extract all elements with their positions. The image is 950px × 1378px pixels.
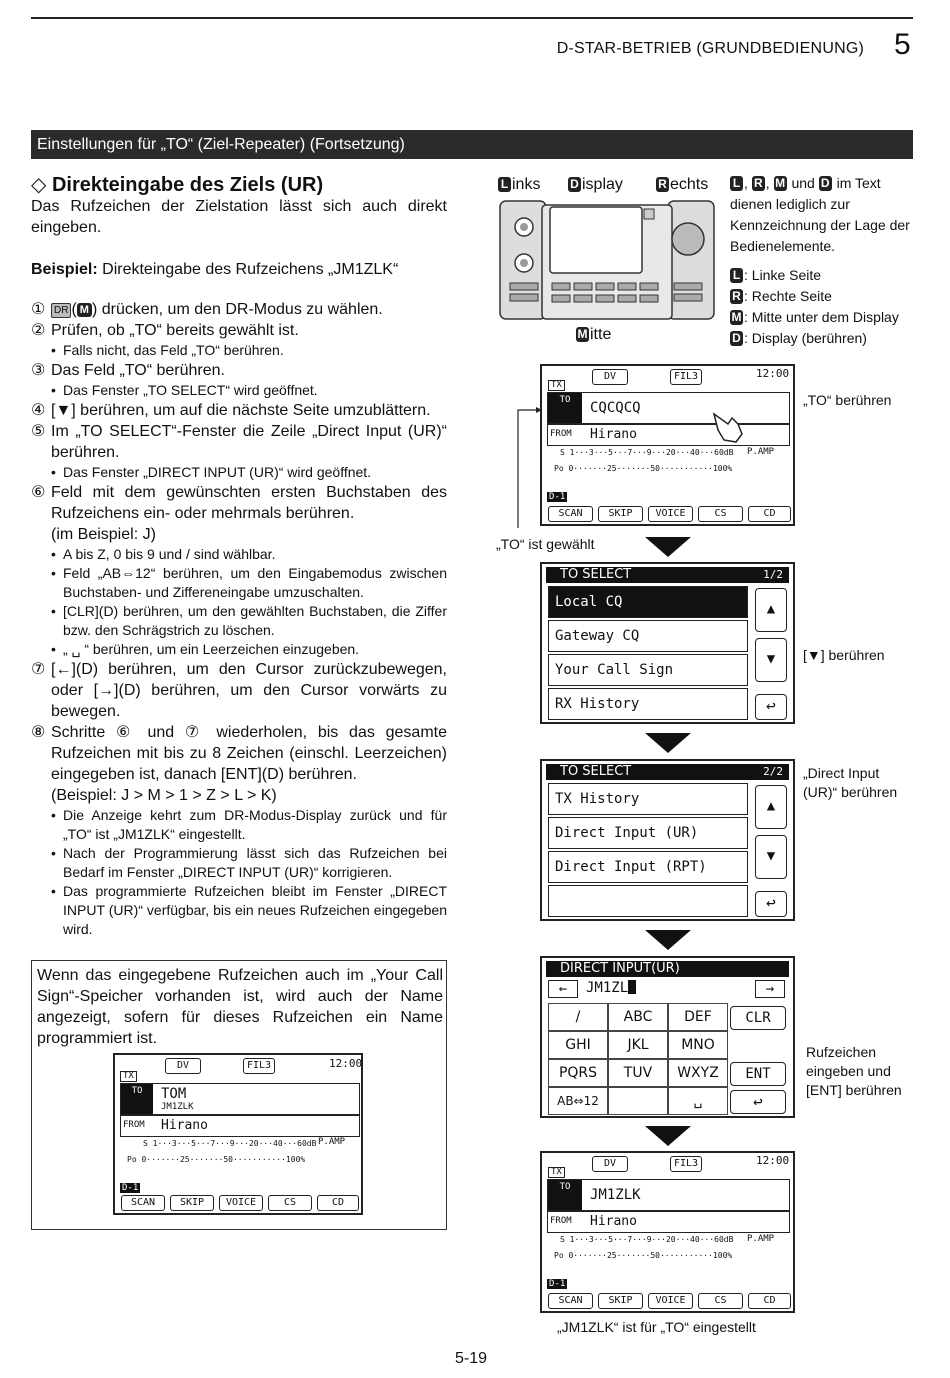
chapter-title: D-STAR-BETRIEB (GRUNDBEDIENUNG) (556, 40, 864, 57)
flow-arrow-down-icon (645, 733, 691, 753)
position-legend-intro (730, 173, 920, 257)
callsign-input[interactable] (586, 980, 636, 996)
caption-enter-callsign: Rufzeichen eingeben und [ENT] berühren (806, 1044, 902, 1098)
clock: 12:00 (329, 1057, 363, 1070)
page-indicator: 1/2 (763, 568, 783, 581)
intro-text: Das Rufzeichen der Zielstation lässt sich auch direkt eingeben. (31, 198, 447, 236)
to-value: JM1ZLK (590, 1187, 641, 1203)
step-text: [▼] berühren, um auf die nächste Seite umzublättern. (51, 402, 431, 419)
step-4 (31, 400, 447, 421)
position-r-icon: R (752, 176, 765, 191)
skip-button[interactable]: SKIP (598, 1293, 643, 1309)
example-label: Beispiel: (31, 261, 98, 278)
step-number: ① (31, 301, 46, 318)
step-2-sub: • Falls nicht, das Feld „TO“ berühren. (31, 341, 447, 360)
list-item[interactable]: RX History (548, 688, 748, 720)
mode-label: DV (592, 369, 628, 385)
flow-arrow-down-icon (645, 1126, 691, 1146)
caption-to-selected: „TO“ ist gewählt (496, 536, 595, 552)
cursor-left-button[interactable]: ← (548, 980, 578, 998)
step-text: Schritte ⑥ und ⑦ wiederholen, bis das gesamte Rufzeichen mit bis zu 8 Zeichen (einschl. Leerzeichen) eingegeben ist, danach [ENT](D) berühren. (51, 724, 447, 783)
step-6 (31, 482, 447, 524)
position-m-icon: M (577, 327, 588, 341)
label-mitte (576, 326, 611, 344)
step-1: ① DR ( M ) drücken, um den DR-Modus zu wählen. (31, 301, 383, 318)
scan-button[interactable]: SCAN (121, 1195, 165, 1211)
label-text: echts (670, 176, 709, 193)
dr-screen-final (540, 1151, 795, 1313)
text-cursor (628, 980, 636, 994)
from-field (547, 424, 790, 446)
chapter-number: 5 (894, 28, 911, 61)
to-select-screen-2 (540, 759, 795, 921)
position-r-icon: R (656, 177, 669, 192)
s-meter: S 1···3···5···7···9···20···40···60dB (560, 448, 734, 457)
position-l-icon: L (730, 268, 743, 283)
step-text: Im „TO SELECT“-Fenster die Zeile „Direct Input (UR)“ berühren. (51, 423, 447, 461)
position-m-icon: M (731, 310, 742, 324)
key-def[interactable]: DEF (668, 1003, 728, 1031)
step-text: ) drücken, um den DR-Modus zu wählen. (91, 301, 383, 318)
touch-hand-icon (710, 404, 746, 444)
pamp-label: P.AMP (747, 1234, 775, 1244)
label-text: itte (590, 326, 612, 343)
direct-input-screen (540, 956, 795, 1118)
from-field (120, 1115, 360, 1137)
pointer-line (512, 400, 544, 530)
filter-label: FIL3 (243, 1058, 275, 1074)
legend-r (730, 286, 920, 307)
caption-to-touch: „TO“ berühren (803, 392, 892, 408)
pamp-label: P.AMP (318, 1137, 346, 1147)
scroll-down-button[interactable]: ▼ (755, 638, 787, 682)
scroll-up-button[interactable]: ▲ (755, 785, 787, 829)
cursor-right-button[interactable]: → (755, 980, 785, 998)
caption-direct-touch: „Direct Input (UR)“ berühren (803, 765, 898, 800)
text: : Display (berühren) (744, 330, 867, 346)
list-item[interactable]: Local CQ (548, 586, 748, 618)
position-d-icon: D (819, 176, 832, 191)
steps-list (31, 299, 447, 939)
text: dienen lediglich zur Kennzeichnung der Lage der Bedienelemente. (730, 196, 910, 254)
scroll-down-button[interactable]: ▼ (755, 835, 787, 879)
dr-screen-1 (540, 364, 795, 526)
step-8-sub: • Das programmierte Rufzeichen bleibt im Fenster „DIRECT INPUT (UR)“ verfügbar, bis ein neues Rufzeichen eingegeben wird. (31, 882, 447, 939)
flow-arrow-down-icon (645, 930, 691, 950)
to-field[interactable] (547, 1179, 790, 1211)
cd-button[interactable]: CD (748, 1293, 791, 1309)
text: : Rechte Seite (744, 288, 832, 304)
step-6-sub: • A bis Z, 0 bis 9 und / sind wählbar. (31, 545, 447, 564)
skip-button[interactable]: SKIP (598, 506, 643, 522)
text: im Text (836, 175, 881, 191)
from-value: Hirano (590, 427, 637, 442)
page-number: 5-19 (455, 1350, 488, 1367)
position-r-icon: R (730, 289, 743, 304)
step-6-example: (im Beispiel: J) (51, 526, 156, 543)
back-button[interactable]: ↩ (755, 694, 787, 720)
legend-m (730, 307, 920, 328)
s-meter: S 1···3···5···7···9···20···40···60dB (143, 1139, 317, 1148)
mode-label: DV (165, 1058, 201, 1074)
section-band: Einstellungen für „TO“ (Ziel-Repeater) (Fortsetzung) (31, 130, 913, 159)
list-item-empty (548, 885, 748, 917)
memory-label: D-1 (549, 492, 566, 502)
clock: 12:00 (756, 367, 790, 380)
step-8-sub: • Die Anzeige kehrt zum DR-Modus-Display zurück und für „TO“ ist „JM1ZLK“ eingestellt. (31, 806, 447, 844)
label-display (568, 176, 623, 194)
from-label: FROM (550, 1216, 572, 1226)
callsign-value: JM1ZL (586, 980, 629, 996)
to-callsign: JM1ZLK (161, 1102, 194, 1112)
key-wxyz[interactable]: WXYZ (668, 1059, 728, 1087)
position-l-icon: L (498, 177, 511, 192)
step-number: ⑦ (31, 661, 46, 678)
clock: 12:00 (756, 1154, 790, 1167)
to-field[interactable] (547, 392, 790, 424)
mode-toggle-key[interactable]: AB⇔12 (548, 1087, 608, 1115)
label-text: inks (512, 176, 541, 193)
po-meter: Po 0·······25·······50···········100% (554, 1251, 733, 1260)
example-text: Direkteingabe des Rufzeichens „JM1ZLK“ (102, 261, 399, 278)
scroll-up-button[interactable]: ▲ (755, 588, 787, 632)
text: , (744, 175, 748, 191)
space-key[interactable]: ␣ (668, 1087, 728, 1115)
voice-button[interactable]: VOICE (219, 1195, 263, 1211)
window-title: DIRECT INPUT(UR) (546, 961, 789, 977)
filter-label: FIL3 (670, 369, 702, 385)
legend-l (730, 265, 920, 286)
key-tuv[interactable]: TUV (608, 1059, 668, 1087)
list-item[interactable]: Gateway CQ (548, 620, 748, 652)
step-8-sub: • Nach der Programmierung lässt sich das Rufzeichen bei Bedarf im Fenster „DIRECT INPUT (UR)“ korrigieren. (31, 844, 447, 882)
from-value: Hirano (161, 1118, 208, 1133)
list-item[interactable]: Your Call Sign (548, 654, 748, 686)
voice-button[interactable]: VOICE (648, 506, 693, 522)
cd-button[interactable]: CD (748, 506, 791, 522)
window-title: TO SELECT (546, 764, 789, 780)
to-label: TO (548, 1180, 582, 1210)
window-title: TO SELECT (546, 567, 789, 583)
from-label: FROM (123, 1120, 145, 1130)
mode-label: DV (592, 1156, 628, 1172)
position-m-icon: M (77, 303, 92, 317)
legend-d (730, 328, 920, 349)
tx-indicator: TX (120, 1071, 137, 1082)
step-3 (31, 360, 447, 381)
key-empty (608, 1087, 668, 1115)
from-field (547, 1211, 790, 1233)
cs-button[interactable]: CS (698, 506, 743, 522)
po-meter: Po 0·······25·······50···········100% (554, 464, 733, 473)
key-slash[interactable]: / (548, 1003, 608, 1031)
step-2 (31, 320, 447, 341)
section-title: ◇ Direkteingabe des Ziels (UR) (31, 174, 324, 196)
example-line (31, 259, 447, 280)
step-3-sub: • Das Fenster „TO SELECT“ wird geöffnet. (31, 381, 447, 400)
caption-set-final: „JM1ZLK“ ist für „TO“ eingestellt (557, 1319, 756, 1335)
step-text: Feld mit dem gewünschten ersten Buchstaben des Rufzeichens ein- oder mehrmals berühren. (51, 484, 447, 522)
from-value: Hirano (590, 1214, 637, 1229)
memory-label: D-1 (122, 1183, 139, 1193)
key-jkl[interactable]: JKL (608, 1031, 668, 1059)
text: : Linke Seite (744, 267, 822, 283)
list-item[interactable]: Direct Input (RPT) (548, 851, 748, 883)
step-number: ④ (31, 402, 46, 419)
step-number: ⑤ (31, 423, 46, 440)
label-text: isplay (582, 176, 623, 193)
cs-button[interactable]: CS (268, 1195, 312, 1211)
step-8 (31, 722, 447, 785)
scan-button[interactable]: SCAN (548, 506, 593, 522)
tx-indicator: TX (548, 380, 565, 391)
step-7 (31, 659, 447, 722)
step-number: ⑧ (31, 724, 46, 741)
step-number: ② (31, 322, 46, 339)
cd-button[interactable]: CD (317, 1195, 359, 1211)
label-links (498, 176, 540, 194)
skip-button[interactable]: SKIP (170, 1195, 214, 1211)
from-label: FROM (550, 429, 572, 439)
page-indicator: 2/2 (763, 765, 783, 778)
step-text: Das Feld „TO“ berühren. (51, 362, 225, 379)
key-mno[interactable]: MNO (668, 1031, 728, 1059)
step-5 (31, 421, 447, 463)
top-rule (31, 17, 913, 19)
ent-button[interactable]: ENT (730, 1062, 786, 1086)
step-text: [←](D) berühren, um den Cursor zurückzubewegen, oder [→](D) berühren, um den Cursor vorwärts zu bewegen. (51, 661, 447, 720)
step-text: Prüfen, ob „TO“ bereits gewählt ist. (51, 322, 299, 339)
label-rechts (656, 176, 708, 194)
pamp-label: P.AMP (747, 447, 775, 457)
text: : Mitte unter dem Display (744, 309, 899, 325)
flow-arrow-down-icon (645, 537, 691, 557)
dr-key-icon: DR (51, 303, 71, 318)
position-l-icon: L (730, 176, 743, 191)
step-6-sub: • Feld „AB⇔12“ berühren, um den Eingabemodus zwischen Buchstaben- und Ziffereneingabe umzuschalten. (31, 564, 447, 602)
step-6-sub: • „ ␣ “ berühren, um ein Leerzeichen einzugeben. (31, 640, 447, 659)
transceiver-panel-icon (498, 197, 718, 323)
text: und (791, 175, 815, 191)
memory-label: D-1 (549, 1279, 566, 1289)
to-select-screen-1 (540, 562, 795, 724)
key-pqrs[interactable]: PQRS (548, 1059, 608, 1087)
back-button[interactable]: ↩ (730, 1090, 786, 1114)
caption-down-touch: [▼] berühren (803, 647, 885, 663)
position-m-icon: M (775, 176, 786, 190)
key-ghi[interactable]: GHI (548, 1031, 608, 1059)
to-label: TO (548, 393, 582, 423)
position-d-icon: D (568, 177, 581, 192)
scan-button[interactable]: SCAN (548, 1293, 593, 1309)
step-6-sub: • [CLR](D) berühren, um den gewählten Buchstaben, die Ziffer bzw. den Schrägstrich zu löschen. (31, 602, 447, 640)
po-meter: Po 0·······25·······50···········100% (127, 1155, 306, 1164)
step-5-sub: • Das Fenster „DIRECT INPUT (UR)“ wird geöffnet. (31, 463, 447, 482)
step-8-example: (Beispiel: J > M > 1 > Z > L > K) (51, 787, 277, 804)
voice-button[interactable]: VOICE (648, 1293, 693, 1309)
s-meter: S 1···3···5···7···9···20···40···60dB (560, 1235, 734, 1244)
note-text: Wenn das eingegebene Rufzeichen auch im „Your Call Sign“-Speicher vorhanden ist, wird auch der Name angezeigt, sofern für dieses Rufzeichen ein Name programmiert ist. (37, 967, 443, 1047)
tx-indicator: TX (548, 1167, 565, 1178)
step-number: ⑥ (31, 484, 46, 501)
to-value: TOM (161, 1086, 187, 1102)
to-field[interactable] (120, 1083, 360, 1115)
note-screen (113, 1053, 363, 1215)
clr-button[interactable]: CLR (730, 1006, 786, 1030)
key-abc[interactable]: ABC (608, 1003, 668, 1031)
cs-button[interactable]: CS (698, 1293, 743, 1309)
to-value: CQCQCQ (590, 400, 641, 416)
to-label: TO (121, 1084, 153, 1114)
list-item[interactable]: TX History (548, 783, 748, 815)
text: , (765, 175, 770, 191)
list-item[interactable]: Direct Input (UR) (548, 817, 748, 849)
filter-label: FIL3 (670, 1156, 702, 1172)
position-d-icon: D (730, 331, 743, 346)
back-button[interactable]: ↩ (755, 891, 787, 917)
step-number: ③ (31, 362, 46, 379)
